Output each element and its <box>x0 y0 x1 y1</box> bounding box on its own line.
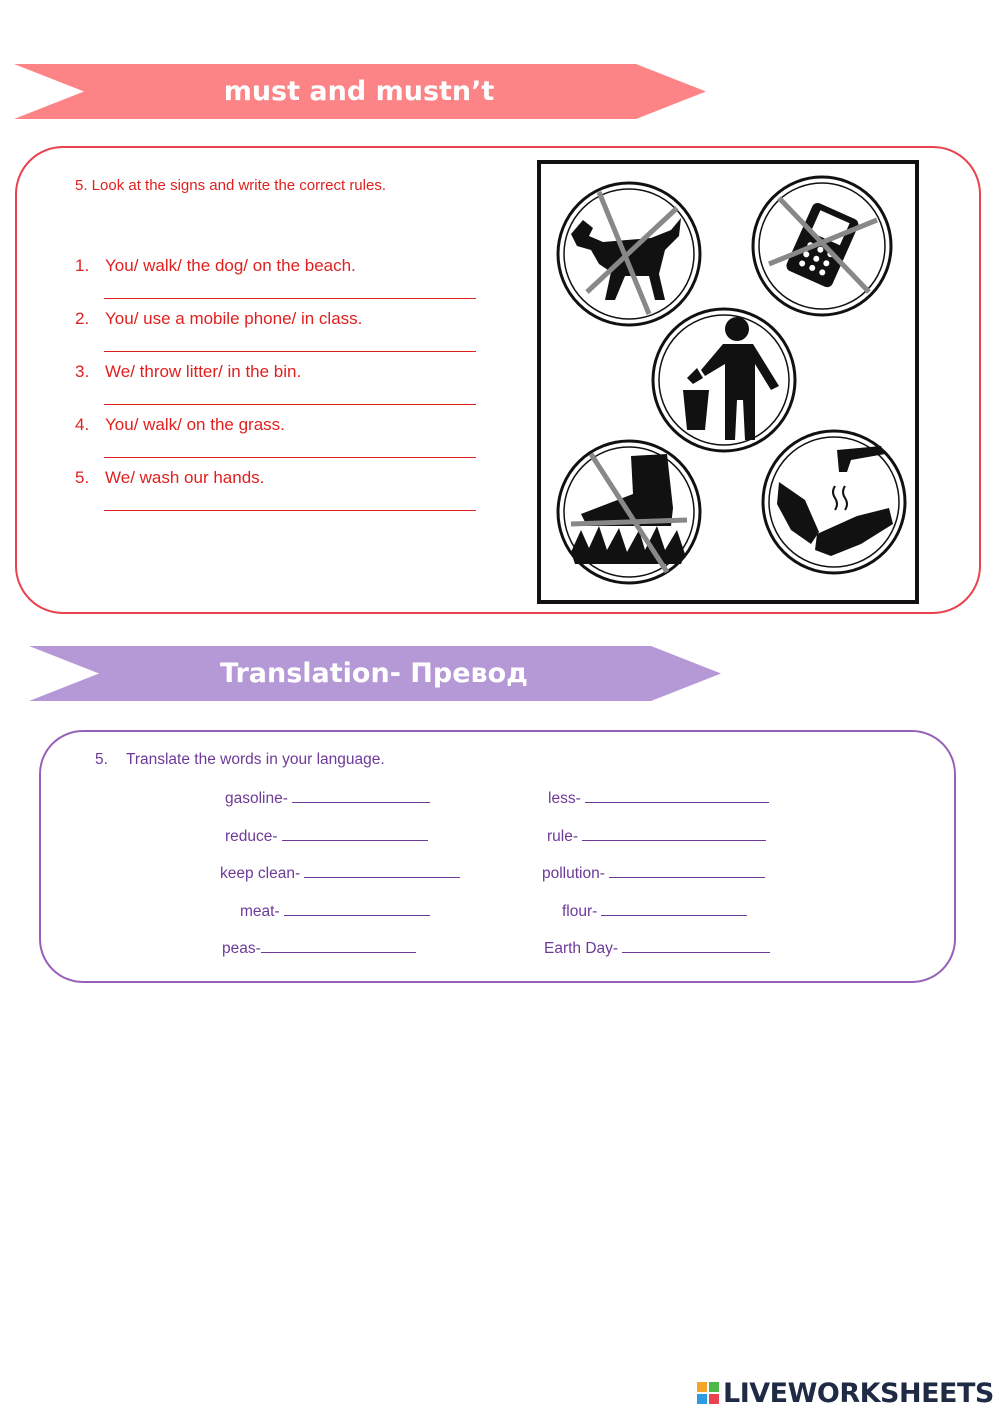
word-label: pollution- <box>542 865 605 882</box>
word-answer-line[interactable] <box>582 827 766 841</box>
word-item-earth-day <box>544 939 770 958</box>
item-number: 1. <box>75 256 90 275</box>
word-answer-line[interactable] <box>284 902 430 916</box>
item-number: 4. <box>75 415 90 434</box>
answer-line-4[interactable] <box>104 457 476 458</box>
instruction-text: Translate the words in your language. <box>125 751 385 768</box>
banner-title: must and mustn’t <box>223 76 495 107</box>
throw-litter-in-bin-sign-icon <box>653 309 795 451</box>
section-banner-must <box>14 64 706 119</box>
exercise-instruction: 5. Look at the signs and write the correct rules. <box>75 177 386 194</box>
banner-title: Translation- Превод <box>220 658 528 689</box>
word-answer-line[interactable] <box>601 902 747 916</box>
word-answer-line[interactable] <box>292 789 430 803</box>
word-label: rule- <box>547 828 579 845</box>
no-mobile-phone-sign-icon <box>753 177 891 315</box>
word-item-meat <box>240 902 430 921</box>
word-answer-line[interactable] <box>261 939 416 953</box>
word-label: gasoline- <box>225 790 288 807</box>
word-item-pollution <box>542 864 765 883</box>
wash-hands-sign-icon <box>763 431 905 573</box>
answer-line-1[interactable] <box>104 298 476 299</box>
word-label: keep clean- <box>220 865 301 882</box>
answer-line-3[interactable] <box>104 404 476 405</box>
word-item-flour <box>562 902 747 921</box>
liveworksheets-logo <box>697 1378 994 1408</box>
word-item-rule <box>547 827 766 846</box>
word-answer-line[interactable] <box>585 789 769 803</box>
item-prompt: You/ walk/ on the grass. <box>105 415 285 434</box>
no-walking-on-grass-sign-icon <box>558 441 700 583</box>
exercise-number: 5. <box>95 751 108 768</box>
logo-icon <box>697 1382 719 1404</box>
logo-text: LIVEWORKSHEETS <box>723 1377 994 1409</box>
word-answer-line[interactable] <box>304 864 460 878</box>
answer-line-2[interactable] <box>104 351 476 352</box>
item-number: 3. <box>75 362 90 381</box>
word-item-keep-clean <box>220 864 460 883</box>
item-prompt: You/ walk/ the dog/ on the beach. <box>105 256 356 275</box>
item-prompt: You/ use a mobile phone/ in class. <box>105 309 363 328</box>
word-item-less <box>548 789 769 808</box>
no-dogs-sign-icon <box>558 183 700 325</box>
signs-illustration <box>541 164 915 600</box>
word-item-gasoline <box>225 789 430 808</box>
answer-line-5[interactable] <box>104 510 476 511</box>
word-label: Earth Day- <box>544 940 619 957</box>
item-number: 5. <box>75 468 90 487</box>
exercise-instruction <box>95 751 385 769</box>
word-label: reduce- <box>225 828 278 845</box>
word-label: flour- <box>562 903 598 920</box>
word-answer-line[interactable] <box>609 864 765 878</box>
word-answer-line[interactable] <box>282 827 428 841</box>
word-label: peas- <box>222 940 261 957</box>
word-label: less- <box>548 790 581 807</box>
word-item-reduce <box>225 827 428 846</box>
item-number: 2. <box>75 309 90 328</box>
item-prompt: We/ throw litter/ in the bin. <box>105 362 302 381</box>
item-prompt: We/ wash our hands. <box>105 468 265 487</box>
word-answer-line[interactable] <box>622 939 770 953</box>
signs-picture <box>537 160 919 604</box>
word-label: meat- <box>240 903 280 920</box>
word-item-peas <box>222 939 416 958</box>
section-banner-translation <box>29 646 721 701</box>
